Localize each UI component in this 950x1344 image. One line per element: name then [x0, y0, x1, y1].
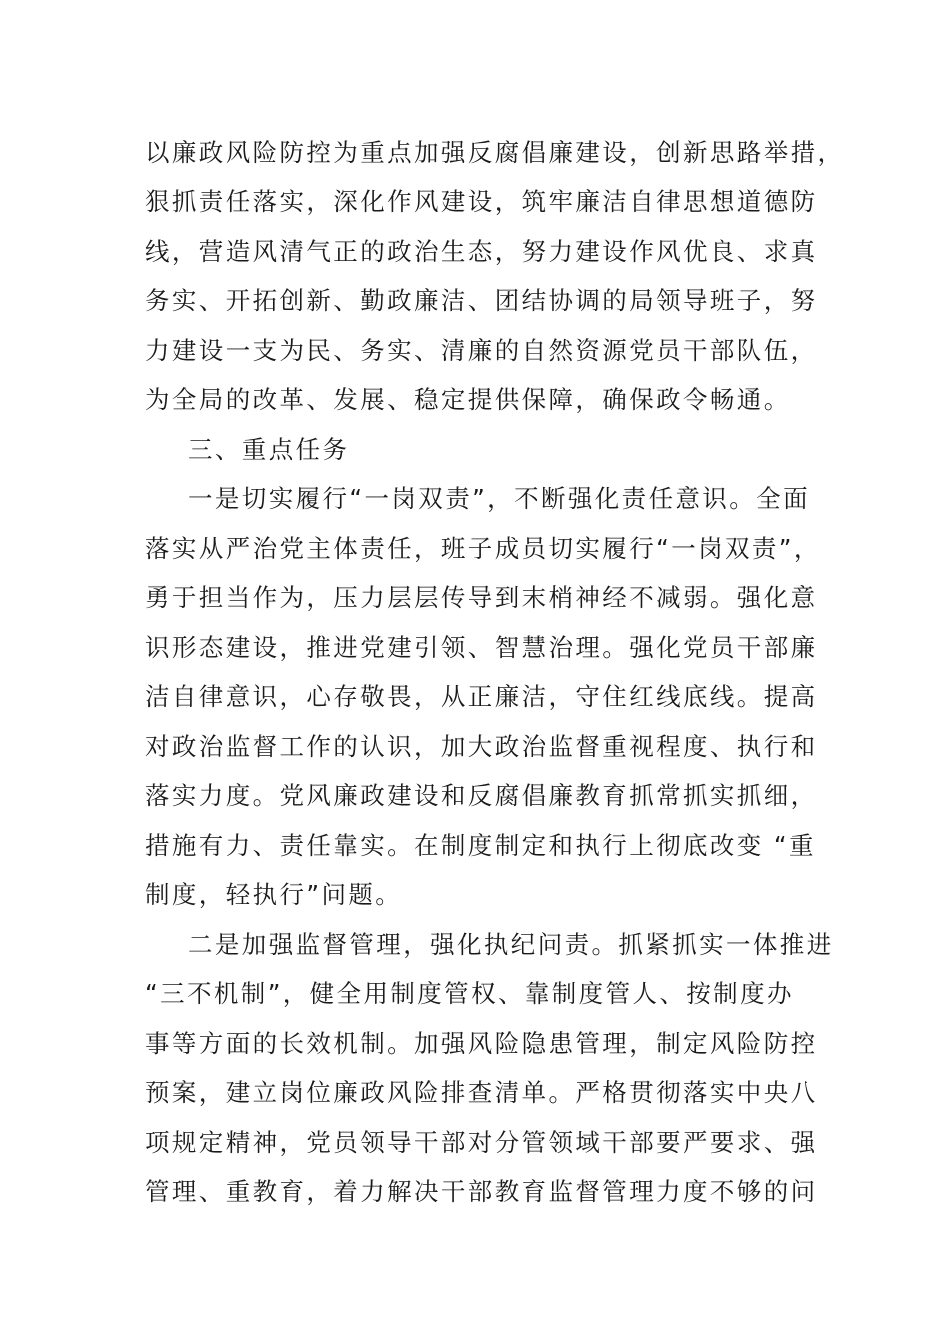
text-line: 洁自律意识，心存敬畏，从正廉洁，守住红线底线。提高	[145, 682, 818, 711]
text-line: 落实力度。党风廉政建设和反腐倡廉教育抓常抓实抓细，	[145, 781, 818, 810]
paragraph-first-line: 一是切实履行“一岗双责”，不断强化责任意识。全面	[188, 484, 810, 513]
section-heading: 三、重点任务	[188, 435, 350, 464]
text-line: 务实、开拓创新、勤政廉洁、团结协调的局领导班子，努	[145, 286, 818, 315]
text-line: 制度，轻执行”问题。	[145, 880, 403, 909]
text-line: 管理、重教育，着力解决干部教育监督管理力度不够的问	[145, 1177, 818, 1206]
text-line: 勇于担当作为，压力层层传导到末梢神经不减弱。强化意	[145, 583, 818, 612]
text-line: 事等方面的长效机制。加强风险隐患管理，制定风险防控	[145, 1029, 818, 1058]
text-line: “三不机制”，健全用制度管权、靠制度管人、按制度办	[145, 979, 794, 1008]
text-line: 以廉政风险防控为重点加强反腐倡廉建设，创新思路举措，	[145, 138, 845, 167]
text-line: 措施有力、责任靠实。在制度制定和执行上彻底改变 “重	[145, 831, 816, 860]
text-line: 项规定精神，党员领导干部对分管领域干部要严要求、强	[145, 1128, 818, 1157]
paragraph-first-line: 二是加强监督管理，强化执纪问责。抓紧抓实一体推进	[188, 930, 834, 959]
text-line: 为全局的改革、发展、稳定提供保障，确保政令畅通。	[145, 385, 791, 414]
text-line: 落实从严治党主体责任，班子成员切实履行“一岗双责”，	[145, 534, 821, 563]
text-line: 预案，建立岗位廉政风险排查清单。严格贯彻落实中央八	[145, 1078, 818, 1107]
text-line: 力建设一支为民、务实、清廉的自然资源党员干部队伍，	[145, 336, 818, 365]
text-line: 对政治监督工作的认识，加大政治监督重视程度、执行和	[145, 732, 818, 761]
text-line: 线，营造风清气正的政治生态，努力建设作风优良、求真	[145, 237, 818, 266]
text-line: 狠抓责任落实，深化作风建设，筑牢廉洁自律思想道德防	[145, 187, 818, 216]
text-line: 识形态建设，推进党建引领、智慧治理。强化党员干部廉	[145, 633, 818, 662]
